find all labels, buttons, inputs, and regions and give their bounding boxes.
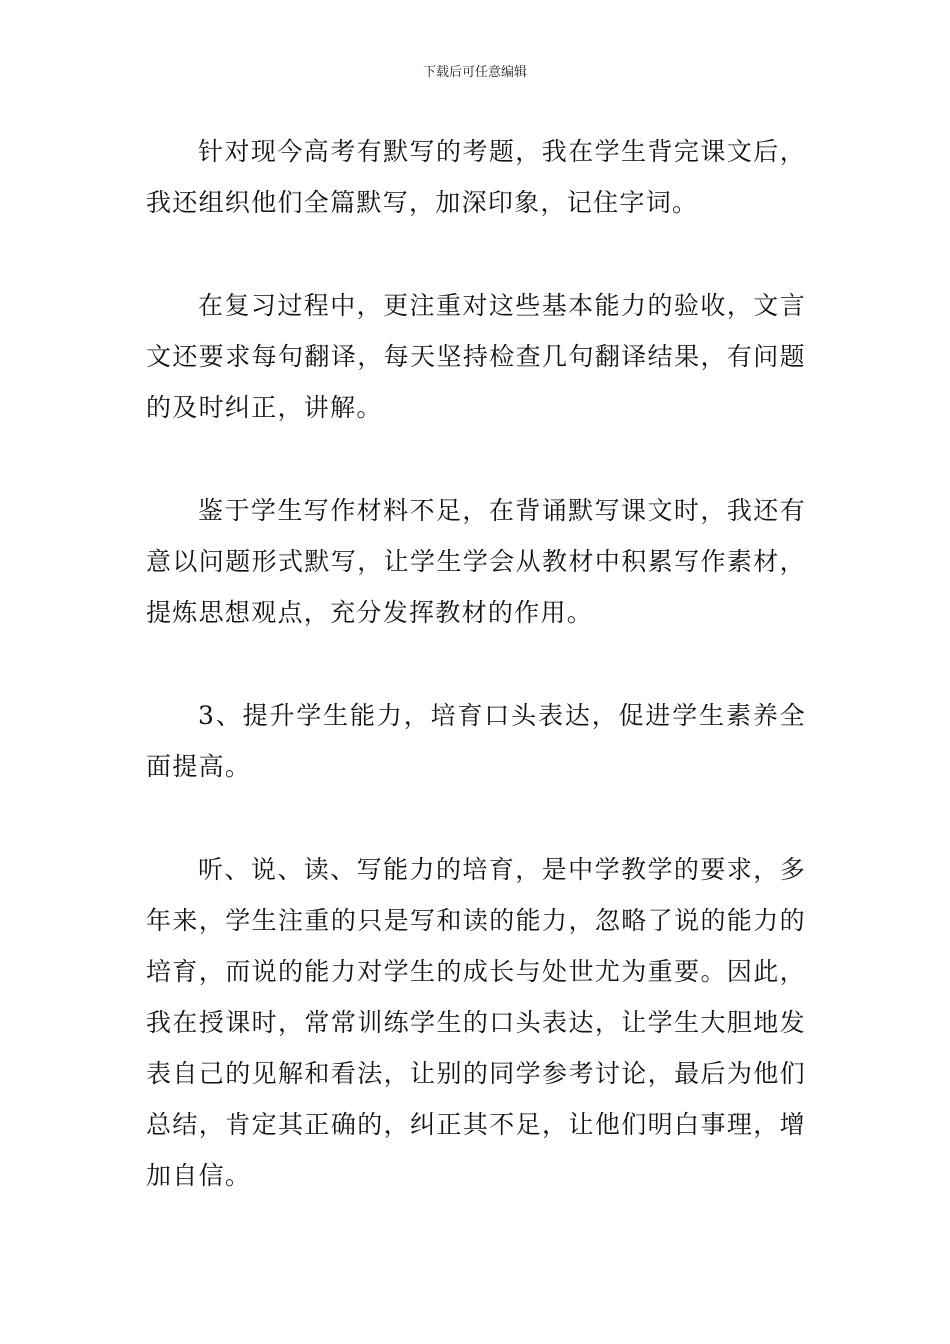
- paragraph-1: 针对现今高考有默写的考题，我在学生背完课文后，我还组织他们全篇默写，加深印象，记住字词。: [146, 137, 806, 217]
- paragraph-3: 鉴于学生写作材料不足，在背诵默写课文时，我还有意以问题形式默写，让学生学会从教材中积累写作素材，提炼思想观点，充分发挥教材的作用。: [146, 496, 806, 627]
- document-body: [146, 126, 806, 1201]
- paragraph-5: 听、说、读、写能力的培育，是中学教学的要求，多年来，学生注重的只是写和读的能力，忽略了说的能力的培育，而说的能力对学生的成长与处世尤为重要。因此，我在授课时，常常训练学生的口头表达，让学生大胆地发表自己的见解和看法，让别的同学参考讨论，最后为他们总结，肯定其正确的，纠正其不足，让他们明白事理，增加自信。: [146, 855, 806, 1190]
- header-note: 下载后可任意编辑: [422, 65, 527, 80]
- paragraph-4: 3、提升学生能力，培育口头表达，促进学生素养全面提高。: [146, 701, 806, 781]
- paragraph-2: 在复习过程中，更注重对这些基本能力的验收，文言文还要求每句翻译，每天坚持检查几句翻译结果，有问题的及时纠正，讲解。: [146, 291, 806, 422]
